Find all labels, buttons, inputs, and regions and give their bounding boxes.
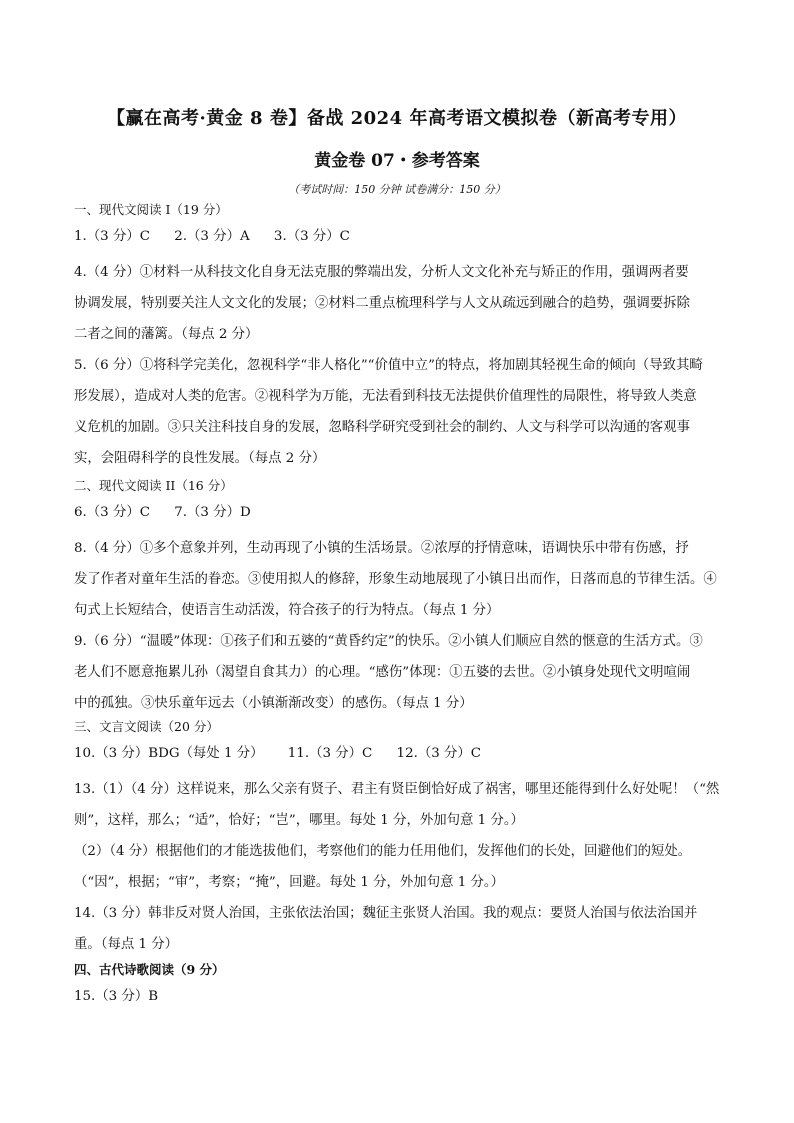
answer-q7: 7.（3 分）D [174,505,251,520]
answer-q3: 3.（3 分）C [273,229,350,244]
section-heading-1: 一、现代文阅读 I（19 分） [74,202,228,217]
answer-q5 [74,350,734,474]
answer-line: 义危机的加剧。③只关注科技自身的发展，忽略科学研究受到社会的制约、人文与科学可以沟通的客观事 [74,420,690,435]
document-title: 【赢在高考·黄金 8 卷】备战 2024 年高考语文模拟卷（新高考专用） [107,108,687,129]
answer-line: 重。（每点 1 分） [74,937,179,952]
section-heading-2: 二、现代文阅读 II（16 分） [74,478,233,493]
answer-row-q1-3 [74,228,734,246]
answer-line: （“因”，根据；“审”，考察；“掩”，回避。每处 1 分，外加句意 1 分。） [74,875,504,890]
answer-q13-2 [74,836,734,898]
answer-q10: 10.（3 分）BDG（每处 1 分） [74,746,264,761]
answer-line: 形发展），造成对人类的危害。②视科学为万能，无法看到科技无法提供价值理性的局限性，将导致人类意 [74,389,697,404]
section-heading-4: 四、古代诗歌阅读（9 分） [74,962,225,977]
answer-line: 协调发展，特别要关注人文文化的发展；②材料二重点梳理科学与人文从疏远到融合的趋势，强调要拆除 [74,296,690,311]
answer-line: 8.（4 分）①多个意象并列，生动再现了小镇的生活场景。②浓厚的抒情意味，语调快乐中带有伤感，抒 [74,541,689,556]
answer-line: 二者之间的藩篱。（每点 2 分） [74,327,259,342]
answer-q2: 2.（3 分）A [174,229,250,244]
answer-line: 实，会阻碍科学的良性发展。（每点 2 分） [74,451,326,466]
answer-line: 老人们不愿意拖累儿孙（渴望自食其力）的心理。“感伤”体现：①五婆的去世。②小镇身处现代文明喧闹 [74,665,691,680]
answer-line: 则”，这样，那么；“适”，恰好；“岂”，哪里。每处 1 分，外加句意 1 分。） [74,813,524,828]
exam-info: （考试时间：150 分钟 试卷满分：150 分） [288,183,506,196]
document-subtitle: 黄金卷 07・参考答案 [314,151,480,171]
answer-line: 13.（1）（4 分）这样说来，那么父亲有贤子、君主有贤臣倒恰好成了祸害，哪里还能得到什么好处呢！（“然 [74,782,720,797]
answer-q12: 12.（3 分）C [396,746,482,761]
answer-line: 4.（4 分）①材料一从科技文化自身无法克服的弊端出发，分析人文文化补充与矫正的作用，强调两者要 [74,265,689,280]
answer-body [74,202,734,1006]
answer-line: 中的孤独。③快乐童年远去（小镇渐渐改变）的感伤。（每点 1 分） [74,696,473,711]
answer-q4 [74,257,734,350]
section-heading-3: 三、文言文阅读（20 分） [74,719,219,734]
answer-q13-1 [74,774,734,836]
answer-row-q10-12 [74,745,734,763]
answer-line: 发了作者对童年生活的眷恋。③使用拟人的修辞，形象生动地展现了小镇日出而作，日落而息的节律生活。④ [74,572,717,587]
answer-row-q6-7 [74,504,734,522]
answer-q14 [74,898,734,960]
answer-line: 句式上长短结合，使语言生动活泼，符合孩子的行为特点。（每点 1 分） [74,603,500,618]
answer-line: 14.（3 分）韩非反对贤人治国，主张依法治国；魏征主张贤人治国。我的观点：要贤人治国与依法治国并 [74,906,698,921]
answer-q15: 15.（3 分）B [74,989,159,1004]
answer-q8 [74,533,734,626]
answer-q1: 1.（3 分）C [74,229,150,244]
answer-q11: 11.（3 分）C [287,746,373,761]
answer-line: （2）（4 分）根据他们的才能选拔他们，考察他们的能力任用他们，发挥他们的长处，回避他们的短处。 [74,844,692,859]
answer-q9 [74,626,734,719]
answer-q6: 6.（3 分）C [74,505,150,520]
answer-line: 5.（6 分）①将科学完美化，忽视科学“非人格化”“价值中立”的特点，将加剧其轻视生命的倾向（导致其畸 [74,358,703,373]
answer-line: 9.（6 分）“温暖”体现：①孩子们和五婆的“黄昏约定”的快乐。②小镇人们顺应自然的惬意的生活方式。③ [74,634,703,649]
